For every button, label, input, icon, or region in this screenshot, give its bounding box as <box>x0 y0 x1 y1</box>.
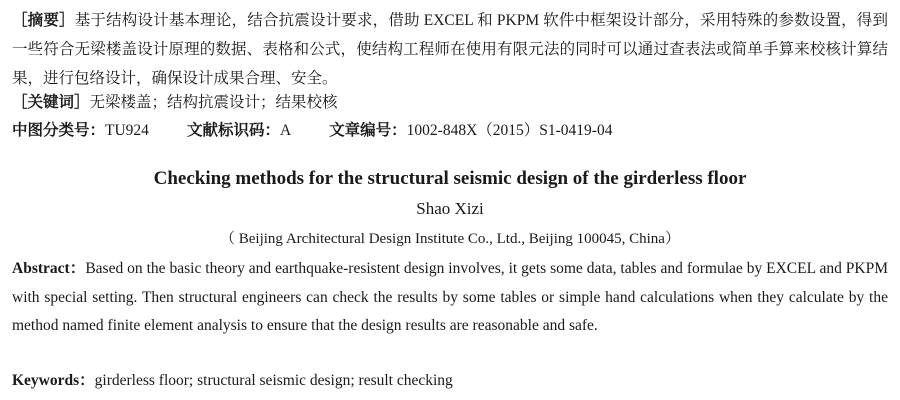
article-number <box>329 119 612 143</box>
chinese-abstract-text: 基于结构设计基本理论，结合抗震设计要求，借助 EXCEL 和 PKPM 软件中框架设计部分，采用特殊的参数设置，得到一些符合无梁楼盖设计原理的数据、表格和公式，使结构工程师在使用有限元法的同时可以通过查表法或简单手算来校核计算结果，进行包络设计，确保设计成果合理、安全。 <box>12 12 888 87</box>
english-abstract-label: Abstract： <box>12 260 86 277</box>
english-affiliation: （ Beijing Architectural Design Institute Co., Ltd., Beijing 100045, China） <box>220 231 680 247</box>
english-keywords-text: girderless floor; structural seismic design; result checking <box>94 372 453 389</box>
clc-label: 中图分类号： <box>12 122 106 139</box>
english-abstract <box>12 255 888 341</box>
chinese-abstract-label: ［摘要］ <box>12 12 75 29</box>
classification-row <box>12 119 888 143</box>
document-code-value: A <box>279 122 292 139</box>
document-code-label: 文献标识码： <box>186 122 280 139</box>
chinese-keywords-text: 无梁楼盖；结构抗震设计；结果校核 <box>89 94 338 111</box>
article-number-value: 1002-848X（2015）S1-0419-04 <box>406 122 613 139</box>
clc-value: TU924 <box>105 122 149 139</box>
english-keywords <box>12 369 888 393</box>
chinese-abstract <box>12 6 888 93</box>
chinese-keywords-label: ［关键词］ <box>12 94 90 111</box>
document-code <box>187 119 291 143</box>
english-abstract-text: Based on the basic theory and earthquake-resistent design involves, it gets some data, tables and formulae by EXCEL and PKPM with special setting. Then structural engineers can check the results by some tables or simple hand calculations when they calculate by the method named finite element analysis to ensure that the design results are reasonable and safe. <box>12 260 888 334</box>
english-author: Shao Xizi <box>416 199 484 218</box>
clc-number <box>12 119 149 143</box>
english-title: Checking methods for the structural seismic design of the girderless floor <box>153 168 747 189</box>
article-number-label: 文章编号： <box>329 122 407 139</box>
chinese-keywords <box>12 91 888 115</box>
english-keywords-label: Keywords： <box>12 372 95 389</box>
